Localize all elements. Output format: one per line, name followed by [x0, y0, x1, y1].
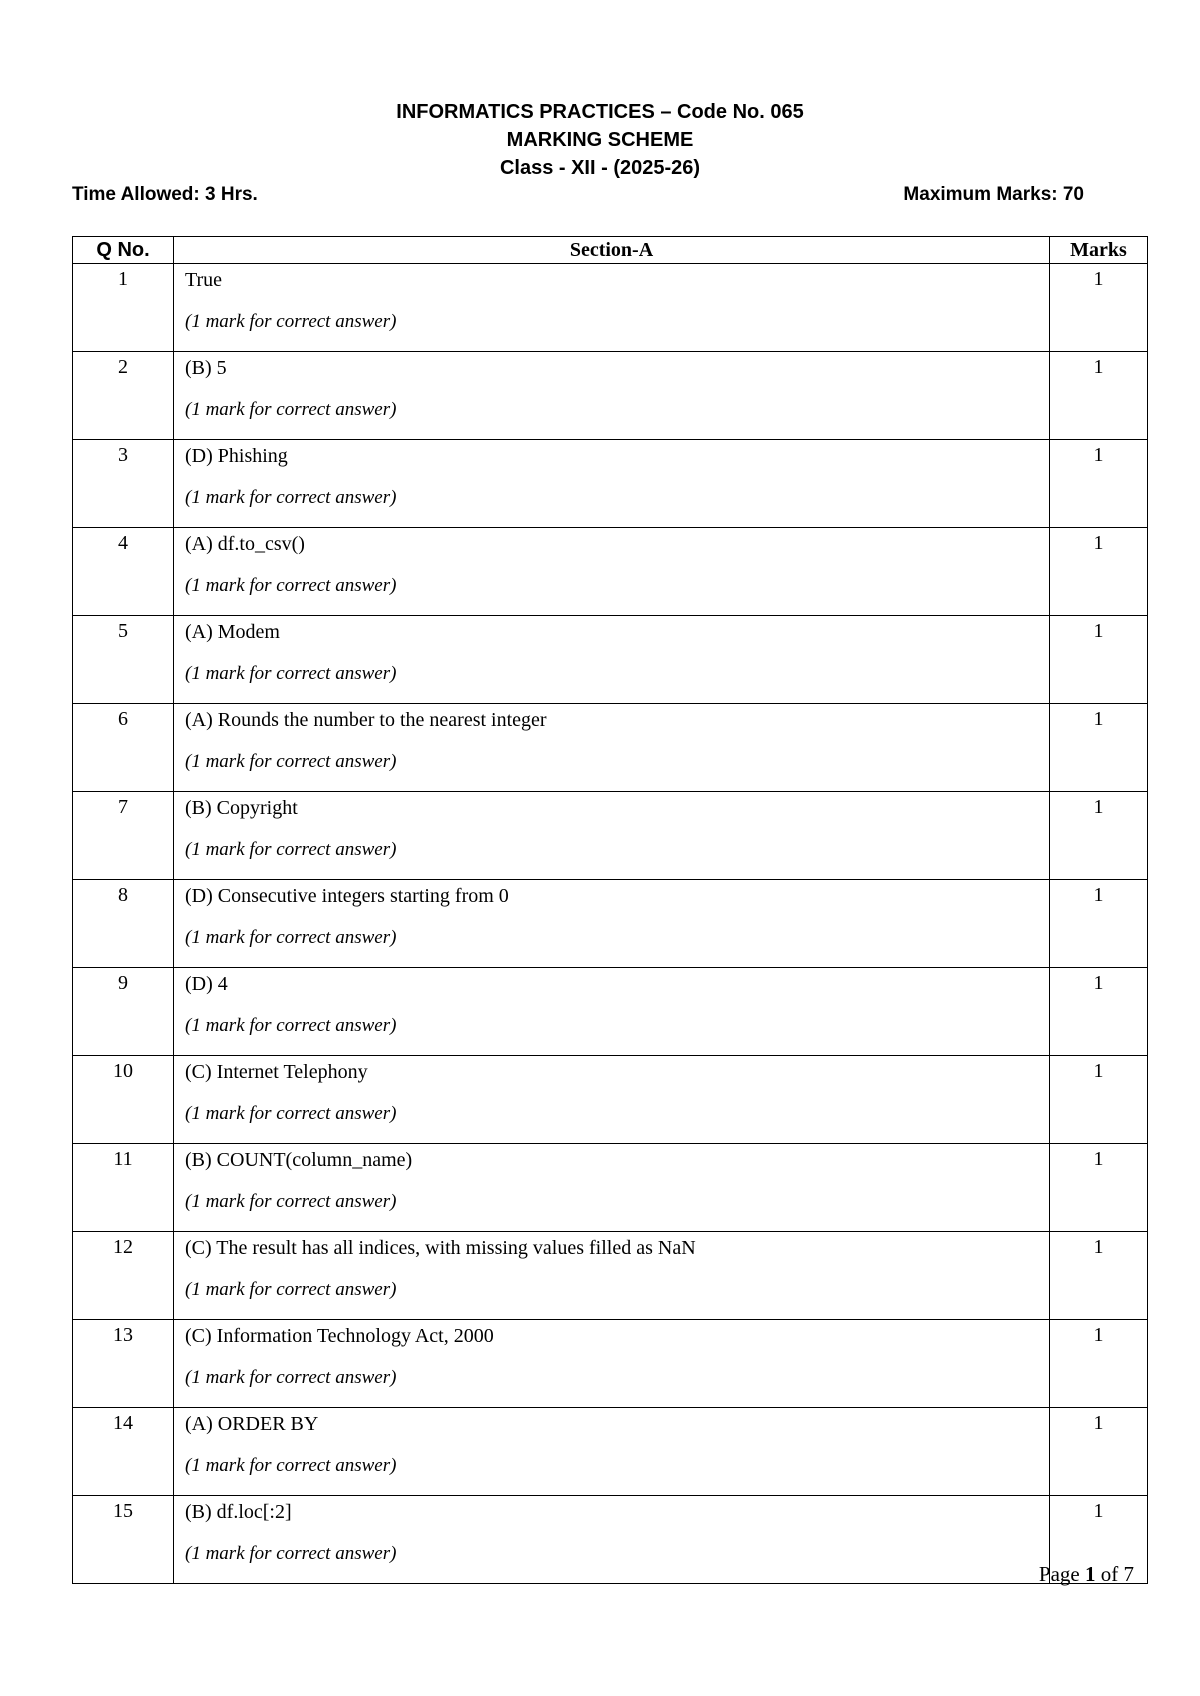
marking-note: (1 mark for correct answer)	[185, 927, 397, 948]
answer-cell	[174, 1232, 1050, 1320]
question-number: 13	[73, 1320, 174, 1408]
question-number: 5	[73, 616, 174, 704]
column-header-marks: Marks	[1050, 237, 1148, 264]
question-number: 6	[73, 704, 174, 792]
document-title: INFORMATICS PRACTICES – Code No. 065	[396, 101, 804, 123]
marking-note: (1 mark for correct answer)	[185, 1191, 397, 1212]
marking-note: (1 mark for correct answer)	[185, 1367, 397, 1388]
table-row	[73, 1056, 1148, 1144]
marks-value: 1	[1050, 528, 1148, 616]
marks-value: 1	[1050, 264, 1148, 352]
class-line: Class - XII - (2025-26)	[499, 157, 701, 179]
answer-text: (A) df.to_csv()	[185, 533, 305, 555]
answer-cell	[174, 352, 1050, 440]
marks-value: 1	[1050, 1320, 1148, 1408]
marking-note: (1 mark for correct answer)	[185, 399, 397, 420]
marking-note: (1 mark for correct answer)	[185, 1015, 397, 1036]
table-row	[73, 264, 1148, 352]
answer-text: (D) Phishing	[185, 445, 288, 467]
marks-value: 1	[1050, 1232, 1148, 1320]
answer-text: (C) The result has all indices, with missing values filled as NaN	[185, 1237, 696, 1259]
answer-text: (A) Modem	[185, 621, 280, 643]
table-row	[73, 1232, 1148, 1320]
answer-cell	[174, 704, 1050, 792]
marking-note: (1 mark for correct answer)	[185, 1279, 397, 1300]
document-subtitle: MARKING SCHEME	[506, 129, 694, 151]
answer-cell	[174, 1056, 1050, 1144]
marking-note: (1 mark for correct answer)	[185, 1543, 397, 1564]
question-number: 8	[73, 880, 174, 968]
table-row	[73, 528, 1148, 616]
table-row	[73, 1408, 1148, 1496]
marks-value: 1	[1050, 616, 1148, 704]
answer-cell	[174, 792, 1050, 880]
question-number: 15	[73, 1496, 174, 1584]
question-number: 2	[73, 352, 174, 440]
page-total: 7	[1123, 1562, 1134, 1586]
exam-meta-row	[72, 184, 1084, 210]
question-number: 12	[73, 1232, 174, 1320]
marks-value: 1	[1050, 1408, 1148, 1496]
page-current: 1	[1085, 1562, 1096, 1586]
table-row	[73, 880, 1148, 968]
column-header-section: Section-A	[174, 237, 1050, 264]
question-number: 11	[73, 1144, 174, 1232]
table-row	[73, 440, 1148, 528]
marks-value: 1	[1050, 1056, 1148, 1144]
table-row	[73, 352, 1148, 440]
answer-text: (A) ORDER BY	[185, 1413, 319, 1435]
page-of: of	[1100, 1562, 1119, 1586]
question-number: 4	[73, 528, 174, 616]
table-row	[73, 792, 1148, 880]
marks-value: 1	[1050, 792, 1148, 880]
column-header-qno: Q No.	[73, 237, 174, 264]
page-number	[1039, 1562, 1134, 1587]
marking-scheme-table	[72, 236, 1148, 1584]
marking-note: (1 mark for correct answer)	[185, 575, 397, 596]
answer-cell	[174, 264, 1050, 352]
marking-note: (1 mark for correct answer)	[185, 751, 397, 772]
question-number: 14	[73, 1408, 174, 1496]
marks-value: 1	[1050, 704, 1148, 792]
marking-note: (1 mark for correct answer)	[185, 839, 397, 860]
answer-text: (B) COUNT(column_name)	[185, 1149, 413, 1171]
table-row	[73, 1144, 1148, 1232]
answer-cell	[174, 1496, 1050, 1584]
marks-value: 1	[1050, 968, 1148, 1056]
answer-cell	[174, 440, 1050, 528]
table-row	[73, 1320, 1148, 1408]
marks-value: 1	[1050, 440, 1148, 528]
answer-cell	[174, 1408, 1050, 1496]
question-number: 9	[73, 968, 174, 1056]
time-allowed: Time Allowed: 3 Hrs.	[72, 184, 258, 205]
answer-cell	[174, 968, 1050, 1056]
answer-text: (A) Rounds the number to the nearest integer	[185, 709, 547, 731]
answer-cell	[174, 1320, 1050, 1408]
answer-cell	[174, 616, 1050, 704]
marks-value: 1	[1050, 1496, 1148, 1584]
answer-text: (C) Information Technology Act, 2000	[185, 1325, 494, 1347]
question-number: 7	[73, 792, 174, 880]
page-prefix: Page	[1038, 1562, 1080, 1586]
table-header-row	[73, 237, 1148, 264]
question-number: 1	[73, 264, 174, 352]
answer-text: (B) df.loc[:2]	[185, 1501, 292, 1523]
answer-text: True	[185, 269, 223, 291]
answer-text: (D) 4	[185, 973, 228, 995]
marks-value: 1	[1050, 880, 1148, 968]
table-row	[73, 704, 1148, 792]
marking-note: (1 mark for correct answer)	[185, 487, 397, 508]
question-number: 3	[73, 440, 174, 528]
answer-text: (C) Internet Telephony	[185, 1061, 368, 1083]
table-row	[73, 968, 1148, 1056]
maximum-marks: Maximum Marks: 70	[903, 184, 1084, 205]
answer-cell	[174, 880, 1050, 968]
table-row	[73, 1496, 1148, 1584]
marking-note: (1 mark for correct answer)	[185, 311, 397, 332]
marking-note: (1 mark for correct answer)	[185, 1103, 397, 1124]
answer-text: (D) Consecutive integers starting from 0	[185, 885, 509, 907]
answer-text: (B) Copyright	[185, 797, 298, 819]
answer-cell	[174, 528, 1050, 616]
marks-value: 1	[1050, 352, 1148, 440]
table-row	[73, 616, 1148, 704]
answer-text: (B) 5	[185, 357, 227, 379]
question-number: 10	[73, 1056, 174, 1144]
answer-cell	[174, 1144, 1050, 1232]
marking-note: (1 mark for correct answer)	[185, 1455, 397, 1476]
marking-note: (1 mark for correct answer)	[185, 663, 397, 684]
marks-value: 1	[1050, 1144, 1148, 1232]
